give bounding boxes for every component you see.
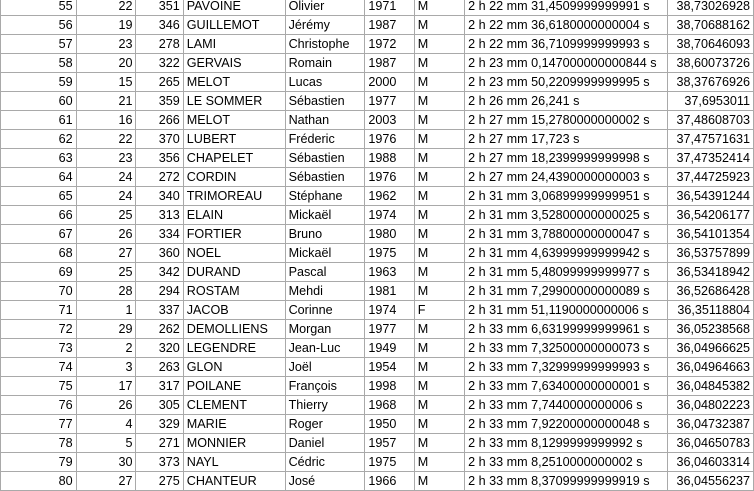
rank-cell[interactable]: 61: [1, 111, 77, 130]
bib-cell[interactable]: 294: [136, 282, 183, 301]
first-name-cell[interactable]: François: [285, 377, 365, 396]
last-name-cell[interactable]: JACOB: [183, 301, 285, 320]
category-rank-cell[interactable]: 25: [76, 263, 136, 282]
last-name-cell[interactable]: CHAPELET: [183, 149, 285, 168]
first-name-cell[interactable]: Fréderic: [285, 130, 365, 149]
time-cell[interactable]: 2 h 27 mm 15,2780000000002 s: [465, 111, 668, 130]
birth-year-cell[interactable]: 1963: [365, 263, 414, 282]
birth-year-cell[interactable]: 1988: [365, 149, 414, 168]
birth-year-cell[interactable]: 1977: [365, 92, 414, 111]
sheet-body: [1, 0, 754, 491]
birth-year-cell[interactable]: 1974: [365, 206, 414, 225]
speed-cell[interactable]: 38,73026928: [667, 0, 753, 16]
sex-cell[interactable]: M: [414, 16, 464, 35]
time-cell[interactable]: 2 h 22 mm 36,7109999999993 s: [465, 35, 668, 54]
sex-cell[interactable]: M: [414, 396, 464, 415]
category-rank-cell[interactable]: 4: [76, 415, 136, 434]
last-name-cell[interactable]: CORDIN: [183, 168, 285, 187]
sex-cell[interactable]: M: [414, 0, 464, 16]
table-row: [1, 301, 754, 320]
first-name-cell[interactable]: Jean-Luc: [285, 339, 365, 358]
last-name-cell[interactable]: TRIMOREAU: [183, 187, 285, 206]
table-row: [1, 73, 754, 92]
bib-cell[interactable]: 360: [136, 244, 183, 263]
last-name-cell[interactable]: MONNIER: [183, 434, 285, 453]
rank-cell[interactable]: 80: [1, 472, 77, 491]
bib-cell[interactable]: 263: [136, 358, 183, 377]
category-rank-cell[interactable]: 26: [76, 396, 136, 415]
speed-cell[interactable]: 37,47571631: [667, 130, 753, 149]
table-row: [1, 92, 754, 111]
first-name-cell[interactable]: Mehdi: [285, 282, 365, 301]
sex-cell[interactable]: M: [414, 358, 464, 377]
birth-year-cell[interactable]: 1975: [365, 453, 414, 472]
rank-cell[interactable]: 62: [1, 130, 77, 149]
bib-cell[interactable]: 313: [136, 206, 183, 225]
bib-cell[interactable]: 262: [136, 320, 183, 339]
table-row: [1, 54, 754, 73]
table-row: [1, 434, 754, 453]
first-name-cell[interactable]: Lucas: [285, 73, 365, 92]
rank-cell[interactable]: 65: [1, 187, 77, 206]
first-name-cell[interactable]: Sébastien: [285, 168, 365, 187]
category-rank-cell[interactable]: 22: [76, 0, 136, 16]
bib-cell[interactable]: 266: [136, 111, 183, 130]
sex-cell[interactable]: M: [414, 434, 464, 453]
birth-year-cell[interactable]: 1962: [365, 187, 414, 206]
birth-year-cell[interactable]: 2003: [365, 111, 414, 130]
birth-year-cell[interactable]: 1971: [365, 0, 414, 16]
last-name-cell[interactable]: DURAND: [183, 263, 285, 282]
time-cell[interactable]: 2 h 27 mm 17,723 s: [465, 130, 668, 149]
birth-year-cell[interactable]: 1977: [365, 320, 414, 339]
first-name-cell[interactable]: Christophe: [285, 35, 365, 54]
time-cell[interactable]: 2 h 31 mm 5,48099999999977 s: [465, 263, 668, 282]
last-name-cell[interactable]: GUILLEMOT: [183, 16, 285, 35]
speed-cell[interactable]: 37,48608703: [667, 111, 753, 130]
last-name-cell[interactable]: NOEL: [183, 244, 285, 263]
category-rank-cell[interactable]: 21: [76, 92, 136, 111]
speed-cell[interactable]: 38,70646093: [667, 35, 753, 54]
speed-cell[interactable]: 36,04964663: [667, 358, 753, 377]
time-cell[interactable]: 2 h 33 mm 6,63199999999961 s: [465, 320, 668, 339]
category-rank-cell[interactable]: 1: [76, 301, 136, 320]
first-name-cell[interactable]: Olivier: [285, 0, 365, 16]
sex-cell[interactable]: M: [414, 453, 464, 472]
first-name-cell[interactable]: Corinne: [285, 301, 365, 320]
table-row: [1, 358, 754, 377]
rank-cell[interactable]: 76: [1, 396, 77, 415]
sex-cell[interactable]: M: [414, 320, 464, 339]
rank-cell[interactable]: 71: [1, 301, 77, 320]
birth-year-cell[interactable]: 1981: [365, 282, 414, 301]
category-rank-cell[interactable]: 24: [76, 168, 136, 187]
category-rank-cell[interactable]: 24: [76, 187, 136, 206]
speed-cell[interactable]: 37,47352414: [667, 149, 753, 168]
category-rank-cell[interactable]: 5: [76, 434, 136, 453]
table-row: [1, 263, 754, 282]
sex-cell[interactable]: M: [414, 377, 464, 396]
rank-cell[interactable]: 78: [1, 434, 77, 453]
rank-cell[interactable]: 74: [1, 358, 77, 377]
category-rank-cell[interactable]: 20: [76, 54, 136, 73]
last-name-cell[interactable]: FORTIER: [183, 225, 285, 244]
table-row: [1, 187, 754, 206]
speed-cell[interactable]: 36,35118804: [667, 301, 753, 320]
last-name-cell[interactable]: LUBERT: [183, 130, 285, 149]
bib-cell[interactable]: 373: [136, 453, 183, 472]
table-row: [1, 35, 754, 54]
table-row: [1, 377, 754, 396]
category-rank-cell[interactable]: 27: [76, 472, 136, 491]
bib-cell[interactable]: 272: [136, 168, 183, 187]
last-name-cell[interactable]: ROSTAM: [183, 282, 285, 301]
birth-year-cell[interactable]: 1957: [365, 434, 414, 453]
table-row: [1, 415, 754, 434]
time-cell[interactable]: 2 h 23 mm 0,147000000000844 s: [465, 54, 668, 73]
table-row: [1, 16, 754, 35]
first-name-cell[interactable]: Mickaël: [285, 206, 365, 225]
rank-cell[interactable]: 73: [1, 339, 77, 358]
last-name-cell[interactable]: MELOT: [183, 111, 285, 130]
rank-cell[interactable]: 69: [1, 263, 77, 282]
sex-cell[interactable]: M: [414, 339, 464, 358]
sex-cell[interactable]: M: [414, 263, 464, 282]
table-row: [1, 130, 754, 149]
bib-cell[interactable]: 317: [136, 377, 183, 396]
birth-year-cell[interactable]: 1975: [365, 244, 414, 263]
rank-cell[interactable]: 64: [1, 168, 77, 187]
sex-cell[interactable]: M: [414, 149, 464, 168]
bib-cell[interactable]: 346: [136, 16, 183, 35]
table-row: [1, 111, 754, 130]
time-cell[interactable]: 2 h 22 mm 36,6180000000004 s: [465, 16, 668, 35]
rank-cell[interactable]: 79: [1, 453, 77, 472]
rank-cell[interactable]: 59: [1, 73, 77, 92]
category-rank-cell[interactable]: 15: [76, 73, 136, 92]
sex-cell[interactable]: M: [414, 35, 464, 54]
sex-cell[interactable]: M: [414, 111, 464, 130]
first-name-cell[interactable]: Thierry: [285, 396, 365, 415]
bib-cell[interactable]: 329: [136, 415, 183, 434]
speed-cell[interactable]: 36,54101354: [667, 225, 753, 244]
speed-cell[interactable]: 36,04650783: [667, 434, 753, 453]
table-row: [1, 396, 754, 415]
time-cell[interactable]: 2 h 31 mm 4,63999999999942 s: [465, 244, 668, 263]
table-row: [1, 282, 754, 301]
speed-cell[interactable]: 36,53418942: [667, 263, 753, 282]
table-row: [1, 225, 754, 244]
birth-year-cell[interactable]: 1998: [365, 377, 414, 396]
table-row: [1, 168, 754, 187]
sex-cell[interactable]: M: [414, 187, 464, 206]
sex-cell[interactable]: M: [414, 415, 464, 434]
category-rank-cell[interactable]: 2: [76, 339, 136, 358]
bib-cell[interactable]: 278: [136, 35, 183, 54]
rank-cell[interactable]: 55: [1, 0, 77, 16]
rank-cell[interactable]: 60: [1, 92, 77, 111]
speed-cell[interactable]: 36,54391244: [667, 187, 753, 206]
sex-cell[interactable]: M: [414, 168, 464, 187]
category-rank-cell[interactable]: 22: [76, 130, 136, 149]
speed-cell[interactable]: 36,04802223: [667, 396, 753, 415]
sex-cell[interactable]: M: [414, 282, 464, 301]
last-name-cell[interactable]: POILANE: [183, 377, 285, 396]
first-name-cell[interactable]: Jérémy: [285, 16, 365, 35]
time-cell[interactable]: 2 h 31 mm 3,78800000000047 s: [465, 225, 668, 244]
first-name-cell[interactable]: Nathan: [285, 111, 365, 130]
rank-cell[interactable]: 67: [1, 225, 77, 244]
speed-cell[interactable]: 36,04845382: [667, 377, 753, 396]
first-name-cell[interactable]: Daniel: [285, 434, 365, 453]
speed-cell[interactable]: 38,60073726: [667, 54, 753, 73]
sex-cell[interactable]: M: [414, 92, 464, 111]
first-name-cell[interactable]: Romain: [285, 54, 365, 73]
last-name-cell[interactable]: LAMI: [183, 35, 285, 54]
first-name-cell[interactable]: Joël: [285, 358, 365, 377]
speed-cell[interactable]: 37,6953011: [667, 92, 753, 111]
birth-year-cell[interactable]: 1954: [365, 358, 414, 377]
category-rank-cell[interactable]: 25: [76, 206, 136, 225]
time-cell[interactable]: 2 h 33 mm 7,7440000000006 s: [465, 396, 668, 415]
time-cell[interactable]: 2 h 27 mm 18,2399999999998 s: [465, 149, 668, 168]
last-name-cell[interactable]: GLON: [183, 358, 285, 377]
category-rank-cell[interactable]: 16: [76, 111, 136, 130]
first-name-cell[interactable]: Roger: [285, 415, 365, 434]
time-cell[interactable]: 2 h 33 mm 7,32500000000073 s: [465, 339, 668, 358]
time-cell[interactable]: 2 h 31 mm 7,29900000000089 s: [465, 282, 668, 301]
last-name-cell[interactable]: CHANTEUR: [183, 472, 285, 491]
time-cell[interactable]: 2 h 31 mm 3,52800000000025 s: [465, 206, 668, 225]
birth-year-cell[interactable]: 1949: [365, 339, 414, 358]
birth-year-cell[interactable]: 2000: [365, 73, 414, 92]
time-cell[interactable]: 2 h 33 mm 7,92200000000048 s: [465, 415, 668, 434]
sex-cell[interactable]: M: [414, 472, 464, 491]
first-name-cell[interactable]: Sébastien: [285, 149, 365, 168]
time-cell[interactable]: 2 h 33 mm 8,2510000000002 s: [465, 453, 668, 472]
speed-cell[interactable]: 36,04603314: [667, 453, 753, 472]
last-name-cell[interactable]: LEGENDRE: [183, 339, 285, 358]
time-cell[interactable]: 2 h 33 mm 7,32999999999993 s: [465, 358, 668, 377]
last-name-cell[interactable]: CLEMENT: [183, 396, 285, 415]
bib-cell[interactable]: 351: [136, 0, 183, 16]
birth-year-cell[interactable]: 1976: [365, 130, 414, 149]
birth-year-cell[interactable]: 1966: [365, 472, 414, 491]
bib-cell[interactable]: 337: [136, 301, 183, 320]
bib-cell[interactable]: 271: [136, 434, 183, 453]
table-row: [1, 339, 754, 358]
rank-cell[interactable]: 56: [1, 16, 77, 35]
time-cell[interactable]: 2 h 31 mm 51,1190000000006 s: [465, 301, 668, 320]
last-name-cell[interactable]: LE SOMMER: [183, 92, 285, 111]
sex-cell[interactable]: F: [414, 301, 464, 320]
rank-cell[interactable]: 57: [1, 35, 77, 54]
birth-year-cell[interactable]: 1974: [365, 301, 414, 320]
speed-cell[interactable]: 36,54206177: [667, 206, 753, 225]
category-rank-cell[interactable]: 3: [76, 358, 136, 377]
rank-cell[interactable]: 63: [1, 149, 77, 168]
category-rank-cell[interactable]: 27: [76, 244, 136, 263]
category-rank-cell[interactable]: 23: [76, 35, 136, 54]
last-name-cell[interactable]: MELOT: [183, 73, 285, 92]
bib-cell[interactable]: 342: [136, 263, 183, 282]
speed-cell[interactable]: 36,53757899: [667, 244, 753, 263]
table-row: [1, 206, 754, 225]
table-row: [1, 320, 754, 339]
table-row: [1, 453, 754, 472]
first-name-cell[interactable]: Pascal: [285, 263, 365, 282]
birth-year-cell[interactable]: 1968: [365, 396, 414, 415]
birth-year-cell[interactable]: 1950: [365, 415, 414, 434]
speed-cell[interactable]: 36,05238568: [667, 320, 753, 339]
bib-cell[interactable]: 370: [136, 130, 183, 149]
table-row: [1, 472, 754, 491]
speed-cell[interactable]: 36,04966625: [667, 339, 753, 358]
birth-year-cell[interactable]: 1987: [365, 54, 414, 73]
last-name-cell[interactable]: NAYL: [183, 453, 285, 472]
time-cell[interactable]: 2 h 27 mm 24,4390000000003 s: [465, 168, 668, 187]
birth-year-cell[interactable]: 1976: [365, 168, 414, 187]
sex-cell[interactable]: M: [414, 130, 464, 149]
category-rank-cell[interactable]: 28: [76, 282, 136, 301]
time-cell[interactable]: 2 h 33 mm 7,63400000000001 s: [465, 377, 668, 396]
speed-cell[interactable]: 38,70688162: [667, 16, 753, 35]
rank-cell[interactable]: 77: [1, 415, 77, 434]
speed-cell[interactable]: 37,44725923: [667, 168, 753, 187]
first-name-cell[interactable]: Stéphane: [285, 187, 365, 206]
speed-cell[interactable]: 36,52686428: [667, 282, 753, 301]
category-rank-cell[interactable]: 17: [76, 377, 136, 396]
table-row: [1, 149, 754, 168]
last-name-cell[interactable]: DEMOLLIENS: [183, 320, 285, 339]
bib-cell[interactable]: 359: [136, 92, 183, 111]
bib-cell[interactable]: 356: [136, 149, 183, 168]
time-cell[interactable]: 2 h 26 mm 26,241 s: [465, 92, 668, 111]
rank-cell[interactable]: 66: [1, 206, 77, 225]
rank-cell[interactable]: 75: [1, 377, 77, 396]
bib-cell[interactable]: 320: [136, 339, 183, 358]
last-name-cell[interactable]: ELAIN: [183, 206, 285, 225]
rank-cell[interactable]: 58: [1, 54, 77, 73]
sex-cell[interactable]: M: [414, 225, 464, 244]
last-name-cell[interactable]: GERVAIS: [183, 54, 285, 73]
rank-cell[interactable]: 68: [1, 244, 77, 263]
table-row: [1, 244, 754, 263]
rank-cell[interactable]: 72: [1, 320, 77, 339]
time-cell[interactable]: 2 h 31 mm 3,06899999999951 s: [465, 187, 668, 206]
sex-cell[interactable]: M: [414, 54, 464, 73]
bib-cell[interactable]: 340: [136, 187, 183, 206]
first-name-cell[interactable]: Sébastien: [285, 92, 365, 111]
category-rank-cell[interactable]: 30: [76, 453, 136, 472]
speed-cell[interactable]: 38,37676926: [667, 73, 753, 92]
sex-cell[interactable]: M: [414, 244, 464, 263]
category-rank-cell[interactable]: 19: [76, 16, 136, 35]
category-rank-cell[interactable]: 26: [76, 225, 136, 244]
table-row: [1, 0, 754, 16]
bib-cell[interactable]: 275: [136, 472, 183, 491]
last-name-cell[interactable]: PAVOINE: [183, 0, 285, 16]
birth-year-cell[interactable]: 1987: [365, 16, 414, 35]
category-rank-cell[interactable]: 23: [76, 149, 136, 168]
first-name-cell[interactable]: Cédric: [285, 453, 365, 472]
first-name-cell[interactable]: Mickaël: [285, 244, 365, 263]
bib-cell[interactable]: 265: [136, 73, 183, 92]
time-cell[interactable]: 2 h 22 mm 31,4509999999991 s: [465, 0, 668, 16]
first-name-cell[interactable]: José: [285, 472, 365, 491]
bib-cell[interactable]: 334: [136, 225, 183, 244]
speed-cell[interactable]: 36,04556237: [667, 472, 753, 491]
bib-cell[interactable]: 322: [136, 54, 183, 73]
time-cell[interactable]: 2 h 23 mm 50,2209999999995 s: [465, 73, 668, 92]
birth-year-cell[interactable]: 1980: [365, 225, 414, 244]
first-name-cell[interactable]: Bruno: [285, 225, 365, 244]
sex-cell[interactable]: M: [414, 73, 464, 92]
category-rank-cell[interactable]: 29: [76, 320, 136, 339]
speed-cell[interactable]: 36,04732387: [667, 415, 753, 434]
bib-cell[interactable]: 305: [136, 396, 183, 415]
birth-year-cell[interactable]: 1972: [365, 35, 414, 54]
last-name-cell[interactable]: MARIE: [183, 415, 285, 434]
time-cell[interactable]: 2 h 33 mm 8,1299999999992 s: [465, 434, 668, 453]
rank-cell[interactable]: 70: [1, 282, 77, 301]
time-cell[interactable]: 2 h 33 mm 8,37099999999919 s: [465, 472, 668, 491]
sex-cell[interactable]: M: [414, 206, 464, 225]
first-name-cell[interactable]: Morgan: [285, 320, 365, 339]
